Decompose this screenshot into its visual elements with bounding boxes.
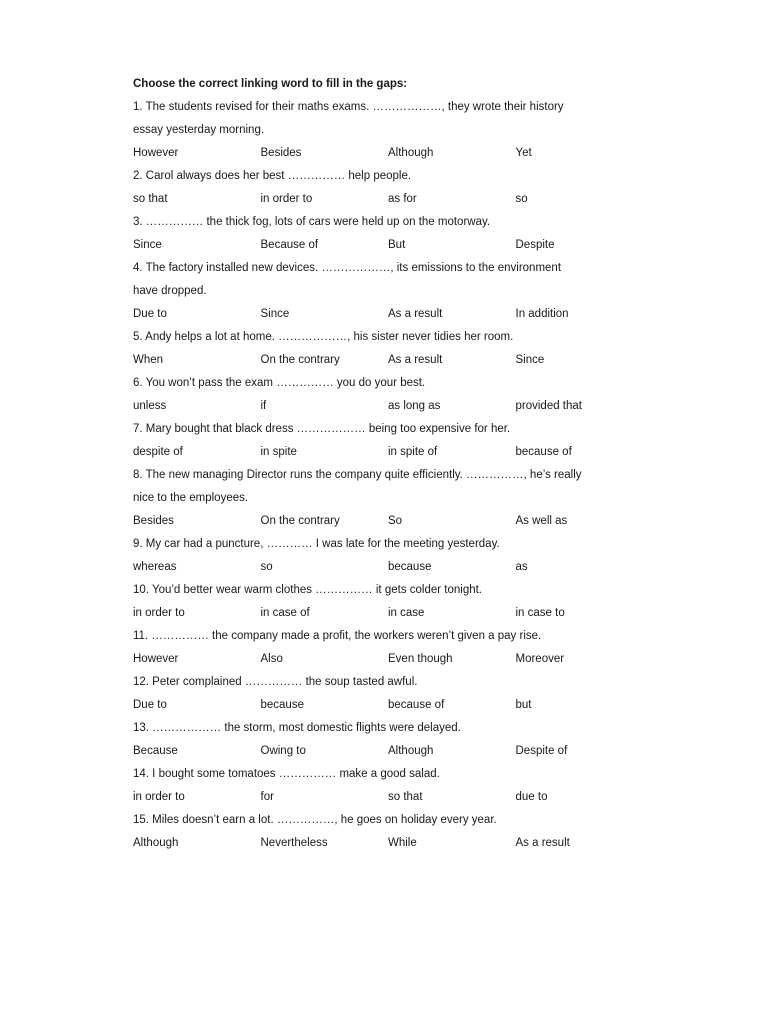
answer-option: whereas (133, 561, 177, 573)
answer-option: as (515, 561, 528, 573)
answer-option: unless (133, 400, 167, 412)
question-15 (133, 809, 653, 855)
question-text: 12. Peter complained …………… the soup tasted awful. (133, 676, 418, 688)
answer-option: but (515, 699, 532, 711)
question-14 (133, 763, 653, 809)
question-text: 6. You won’t pass the exam …………… you do your best. (133, 377, 426, 389)
answer-options (133, 832, 653, 855)
answer-option: When (133, 354, 164, 366)
answer-option: Besides (133, 515, 174, 527)
answer-option: as long as (388, 400, 441, 412)
answer-option: In addition (515, 308, 569, 320)
answer-option: Because (133, 745, 178, 757)
question-1 (133, 96, 653, 165)
answer-option: Despite of (515, 745, 568, 757)
question-13 (133, 717, 653, 763)
question-4 (133, 257, 653, 326)
answer-option: so (260, 561, 273, 573)
answer-option: As a result (515, 837, 570, 849)
answer-option: so that (133, 193, 168, 205)
answer-option: As a result (388, 354, 443, 366)
answer-options (133, 234, 653, 257)
question-10 (133, 579, 653, 625)
question-text: 7. Mary bought that black dress ……………… being too expensive for her. (133, 423, 511, 435)
answer-option: As a result (388, 308, 443, 320)
answer-option: Even though (388, 653, 453, 665)
question-11 (133, 625, 653, 671)
answer-option: Although (388, 147, 434, 159)
answer-option: However (133, 147, 179, 159)
answer-option: because of (388, 699, 445, 711)
question-text: 9. My car had a puncture, ………… I was late for the meeting yesterday. (133, 538, 500, 550)
answer-option: in spite of (388, 446, 438, 458)
answer-option: Due to (133, 699, 167, 711)
answer-option: Owing to (260, 745, 306, 757)
answer-option: for (260, 791, 274, 803)
question-5 (133, 326, 653, 372)
answer-option: in order to (260, 193, 313, 205)
answer-option: if (260, 400, 267, 412)
question-text: essay yesterday morning. (133, 124, 265, 136)
answer-option: in spite (260, 446, 297, 458)
question-text: 3. …………… the thick fog, lots of cars were held up on the motorway. (133, 216, 491, 228)
question-text: 15. Miles doesn’t earn a lot. ……………, he goes on holiday every year. (133, 814, 497, 826)
answer-option: because (260, 699, 304, 711)
worksheet-instructions: Choose the correct linking word to fill in the gaps: (133, 78, 408, 90)
answer-option: However (133, 653, 179, 665)
answer-option: Because of (260, 239, 319, 251)
question-text: 8. The new managing Director runs the company quite efficiently. ……………, he’s really (133, 469, 582, 481)
answer-options (133, 786, 653, 809)
answer-option: so that (388, 791, 423, 803)
answer-option: Since (133, 239, 162, 251)
answer-option: in order to (133, 607, 185, 619)
answer-options (133, 602, 653, 625)
answer-options (133, 510, 653, 533)
answer-options (133, 694, 653, 717)
answer-option: Nevertheless (260, 837, 328, 849)
answer-option: Since (515, 354, 545, 366)
question-list (133, 96, 653, 855)
question-text: 1. The students revised for their maths exams. ………………, they wrote their history (133, 101, 564, 113)
question-text: nice to the employees. (133, 492, 249, 504)
answer-option: As well as (515, 515, 568, 527)
answer-option: despite of (133, 446, 183, 458)
answer-option: as for (388, 193, 417, 205)
answer-option: Also (260, 653, 283, 665)
answer-option: so (515, 193, 528, 205)
answer-option: in order to (133, 791, 185, 803)
question-6 (133, 372, 653, 418)
question-text: 5. Andy helps a lot at home. ………………, his sister never tidies her room. (133, 331, 514, 343)
answer-options (133, 188, 653, 211)
question-text: 4. The factory installed new devices. ………………, its emissions to the environment (133, 262, 562, 274)
answer-options (133, 349, 653, 372)
answer-option: in case (388, 607, 425, 619)
answer-option: On the contrary (260, 515, 340, 527)
answer-option: So (388, 515, 403, 527)
question-text: 2. Carol always does her best …………… help people. (133, 170, 412, 182)
question-8 (133, 464, 653, 533)
answer-option: Yet (515, 147, 532, 159)
answer-option: in case of (260, 607, 310, 619)
answer-option: due to (515, 791, 548, 803)
answer-options (133, 303, 653, 326)
answer-option: But (388, 239, 406, 251)
answer-options (133, 556, 653, 579)
answer-option: Besides (260, 147, 302, 159)
question-9 (133, 533, 653, 579)
answer-options (133, 740, 653, 763)
answer-option: Although (388, 745, 434, 757)
answer-option: in case to (515, 607, 565, 619)
answer-options (133, 142, 653, 165)
answer-option: While (388, 837, 417, 849)
question-3 (133, 211, 653, 257)
question-text: have dropped. (133, 285, 207, 297)
question-text: 13. ……………… the storm, most domestic flights were delayed. (133, 722, 461, 734)
answer-option: Since (260, 308, 290, 320)
question-12 (133, 671, 653, 717)
answer-option: Due to (133, 308, 167, 320)
answer-option: because of (515, 446, 572, 458)
answer-option: Although (133, 837, 179, 849)
answer-options (133, 395, 653, 418)
answer-option: Moreover (515, 653, 565, 665)
question-7 (133, 418, 653, 464)
question-text: 11. …………… the company made a profit, the workers weren’t given a pay rise. (133, 630, 542, 642)
answer-option: Despite (515, 239, 555, 251)
question-text: 14. I bought some tomatoes …………… make a good salad. (133, 768, 440, 780)
answer-options (133, 648, 653, 671)
answer-options (133, 441, 653, 464)
answer-option: provided that (515, 400, 582, 412)
answer-option: On the contrary (260, 354, 340, 366)
worksheet (133, 73, 653, 855)
question-2 (133, 165, 653, 211)
answer-option: because (388, 561, 432, 573)
question-text: 10. You’d better wear warm clothes …………… it gets colder tonight. (133, 584, 482, 596)
